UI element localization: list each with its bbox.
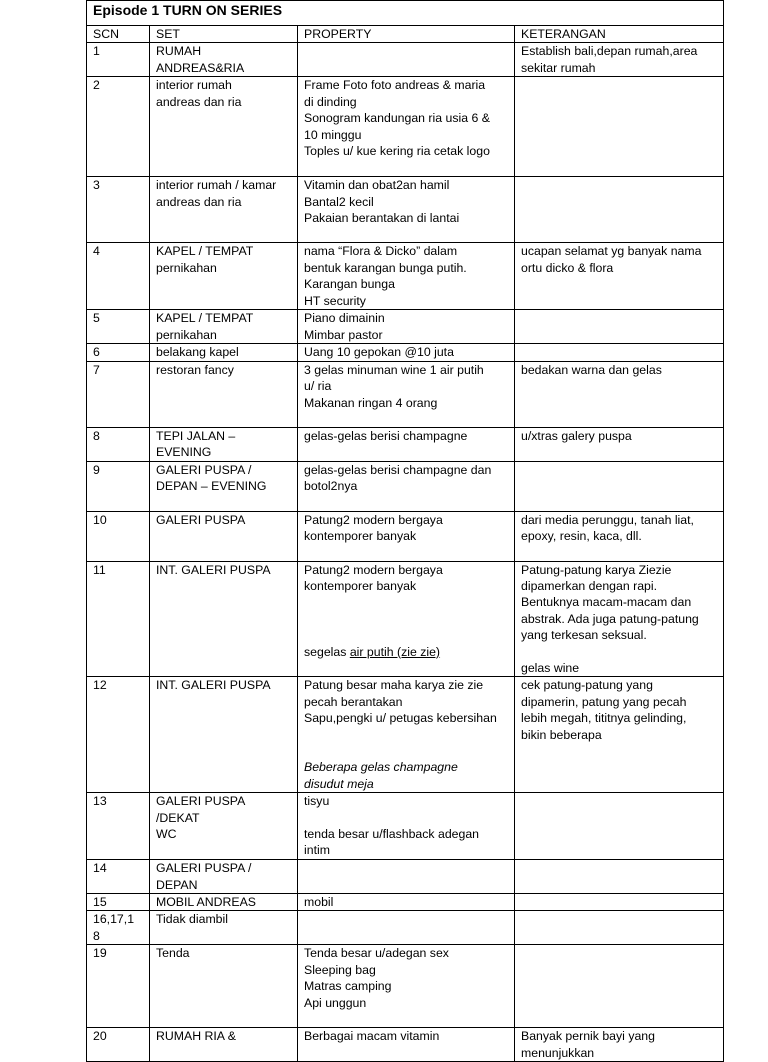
- title-row: [87, 1, 724, 26]
- cell-line: GALERI PUSPA /: [156, 861, 252, 876]
- document-page: [86, 0, 723, 1062]
- cell-line: lebih megah, tititnya gelinding,: [521, 711, 687, 726]
- cell-line: andreas dan ria: [156, 194, 242, 209]
- cell-set: [150, 561, 298, 677]
- cell-set: [150, 344, 298, 361]
- cell-line: 4: [93, 244, 100, 259]
- cell-set: [150, 911, 298, 945]
- cell-keterangan: [515, 677, 724, 793]
- cell-line: TEPI JALAN – EVENING: [156, 428, 236, 460]
- blank-line: [304, 611, 508, 627]
- cell-scn: [87, 310, 150, 344]
- cell-line: 19: [93, 946, 107, 961]
- cell-keterangan: [515, 43, 724, 77]
- cell-line: INT. GALERI PUSPA: [156, 678, 271, 693]
- cell-line: Api unggun: [304, 995, 367, 1010]
- cell-line: gelas-gelas berisi champagne dan: [304, 462, 492, 477]
- blank-line: [304, 727, 508, 743]
- cell-scn: [87, 43, 150, 77]
- cell-scn: [87, 361, 150, 427]
- cell-set: [150, 243, 298, 310]
- cell-line: Sonogram kandungan ria usia 6 &: [304, 111, 490, 126]
- header-property: PROPERTY: [298, 26, 515, 43]
- header-scn: SCN: [87, 26, 150, 43]
- blank-line: [304, 810, 508, 826]
- table-row: [87, 243, 724, 310]
- cell-line: Patung2 modern bergaya: [304, 562, 443, 577]
- cell-keterangan: [515, 1028, 724, 1062]
- table-row: [87, 344, 724, 361]
- cell-keterangan: [515, 911, 724, 945]
- cell-line: bentuk karangan bunga putih.: [304, 260, 467, 275]
- cell-line: Sapu,pengki u/ petugas kebersihan: [304, 711, 497, 726]
- cell-line: 14: [93, 861, 107, 876]
- table-row: [87, 511, 724, 561]
- cell-line: sekitar rumah: [521, 60, 596, 75]
- table-row: [87, 77, 724, 177]
- cell-scn: [87, 677, 150, 793]
- cell-line: 15: [93, 895, 107, 910]
- cell-line: yang terkesan seksual.: [521, 628, 647, 643]
- cell-line: restoran fancy: [156, 362, 234, 377]
- cell-set: [150, 427, 298, 461]
- table-row: [87, 911, 724, 945]
- cell-set: [150, 177, 298, 243]
- cell-keterangan: [515, 427, 724, 461]
- cell-keterangan: [515, 344, 724, 361]
- cell-line: pernikahan: [156, 327, 217, 342]
- cell-line: Tenda: [156, 946, 190, 961]
- cell-line: DEPAN: [156, 877, 198, 892]
- table-row: [87, 310, 724, 344]
- cell-set: [150, 310, 298, 344]
- cell-line: pernikahan: [156, 260, 217, 275]
- cell-set: [150, 77, 298, 177]
- cell-line: GALERI PUSPA /: [156, 462, 252, 477]
- cell-line: KAPEL / TEMPAT: [156, 244, 254, 259]
- cell-scn: [87, 894, 150, 911]
- cell-line: dari media perunggu, tanah liat,: [521, 512, 694, 527]
- cell-line: interior rumah: [156, 78, 232, 93]
- cell-property: [298, 344, 515, 361]
- cell-line: INT. GALERI PUSPA: [156, 562, 271, 577]
- cell-line: segelas air putih (zie zie): [304, 644, 441, 659]
- cell-line: RUMAH: [156, 44, 202, 59]
- cell-line: Piano dimainin: [304, 311, 385, 326]
- cell-keterangan: [515, 461, 724, 511]
- cell-line: mobil: [304, 895, 334, 910]
- cell-line: abstrak. Ada juga patung-patung: [521, 611, 699, 626]
- cell-set: [150, 361, 298, 427]
- cell-keterangan: [515, 361, 724, 427]
- cell-line: 2: [93, 78, 100, 93]
- property-table: [86, 0, 724, 1062]
- cell-line: interior rumah / kamar: [156, 178, 277, 193]
- cell-scn: [87, 945, 150, 1028]
- table-row: [87, 461, 724, 511]
- cell-property: [298, 894, 515, 911]
- cell-line: pecah berantakan: [304, 694, 403, 709]
- cell-line: u/xtras galery puspa: [521, 428, 632, 443]
- cell-property: [298, 945, 515, 1028]
- cell-line: dipamerkan dengan rapi.: [521, 579, 658, 594]
- cell-line: KAPEL / TEMPAT: [156, 311, 254, 326]
- cell-line: Matras camping: [304, 979, 392, 994]
- table-row: [87, 945, 724, 1028]
- cell-line: bedakan warna dan gelas: [521, 362, 662, 377]
- cell-line: botol2nya: [304, 479, 358, 494]
- cell-keterangan: [515, 793, 724, 860]
- cell-property: [298, 43, 515, 77]
- cell-line: intim: [304, 843, 330, 858]
- cell-scn: [87, 911, 150, 945]
- cell-property: [298, 561, 515, 677]
- cell-keterangan: [515, 945, 724, 1028]
- table-row: [87, 894, 724, 911]
- cell-line: HT security: [304, 293, 366, 308]
- cell-scn: [87, 561, 150, 677]
- cell-line: nama “Flora & Dicko” dalam: [304, 244, 458, 259]
- blank-line: [304, 627, 508, 643]
- cell-line: GALERI PUSPA: [156, 512, 246, 527]
- blank-line: [304, 743, 508, 759]
- cell-line: Pakaian berantakan di lantai: [304, 211, 460, 226]
- cell-line: cek patung-patung yang: [521, 678, 653, 693]
- cell-line: 5: [93, 311, 100, 326]
- cell-scn: [87, 793, 150, 860]
- cell-line: bikin beberapa: [521, 727, 602, 742]
- cell-scn: [87, 1028, 150, 1062]
- cell-scn: [87, 427, 150, 461]
- blank-line: [304, 594, 508, 610]
- cell-set: [150, 793, 298, 860]
- cell-line: 9: [93, 462, 100, 477]
- cell-line: gelas wine: [521, 661, 580, 676]
- cell-property: [298, 310, 515, 344]
- cell-line: gelas-gelas berisi champagne: [304, 428, 468, 443]
- cell-line: tisyu: [304, 794, 330, 809]
- cell-property: [298, 243, 515, 310]
- cell-line: ortu dicko & flora: [521, 260, 614, 275]
- cell-property: [298, 77, 515, 177]
- cell-scn: [87, 461, 150, 511]
- cell-line: kontemporer banyak: [304, 529, 417, 544]
- cell-property: [298, 177, 515, 243]
- cell-keterangan: [515, 561, 724, 677]
- blank-line: [521, 644, 717, 660]
- cell-line: 3 gelas minuman wine 1 air putih: [304, 362, 484, 377]
- cell-line: 8: [93, 428, 100, 443]
- cell-line: 1: [93, 44, 100, 59]
- cell-line: MOBIL ANDREAS: [156, 895, 256, 910]
- cell-line: 6: [93, 345, 100, 360]
- cell-property: [298, 677, 515, 793]
- cell-line: Tenda besar u/adegan sex: [304, 946, 449, 961]
- underlined-text: air putih (zie zie): [349, 644, 441, 659]
- cell-scn: [87, 344, 150, 361]
- cell-line: 7: [93, 362, 100, 377]
- cell-property: [298, 361, 515, 427]
- table-row: [87, 1028, 724, 1062]
- cell-set: [150, 894, 298, 911]
- cell-property: [298, 911, 515, 945]
- cell-line: Sleeping bag: [304, 962, 376, 977]
- cell-line: Uang 10 gepokan @10 juta: [304, 345, 454, 360]
- cell-line: Establish bali,depan rumah,area: [521, 44, 698, 59]
- cell-line: Mimbar pastor: [304, 327, 383, 342]
- table-row: [87, 793, 724, 860]
- cell-line: Banyak pernik bayi yang menunjukkan: [521, 1029, 655, 1060]
- cell-line: epoxy, resin, kaca, dll.: [521, 529, 642, 544]
- cell-line: dipamerin, patung yang pecah: [521, 694, 687, 709]
- table-row: [87, 427, 724, 461]
- cell-property: [298, 1028, 515, 1062]
- cell-line: 16,17,1: [93, 912, 135, 927]
- cell-set: [150, 461, 298, 511]
- cell-keterangan: [515, 310, 724, 344]
- table-row: [87, 43, 724, 77]
- cell-set: [150, 1028, 298, 1062]
- cell-line: 20: [93, 1029, 107, 1044]
- table-row: [87, 677, 724, 793]
- cell-keterangan: [515, 894, 724, 911]
- cell-line: tenda besar u/flashback adegan: [304, 827, 480, 842]
- cell-line: WC: [156, 827, 177, 842]
- cell-scn: [87, 243, 150, 310]
- cell-keterangan: [515, 243, 724, 310]
- cell-keterangan: [515, 77, 724, 177]
- cell-line: DEPAN – EVENING: [156, 479, 267, 494]
- cell-line: Bantal2 kecil: [304, 194, 374, 209]
- cell-line: Toples u/ kue kering ria cetak logo: [304, 144, 490, 159]
- cell-property: [298, 511, 515, 561]
- table-row: [87, 361, 724, 427]
- cell-line: Patung2 modern bergaya: [304, 512, 443, 527]
- cell-scn: [87, 177, 150, 243]
- cell-line: 13: [93, 794, 107, 809]
- cell-line: Patung besar maha karya zie zie: [304, 678, 484, 693]
- table-row: [87, 561, 724, 677]
- cell-line: belakang kapel: [156, 345, 239, 360]
- cell-property: [298, 860, 515, 894]
- document-title: Episode 1 TURN ON SERIES: [87, 1, 724, 26]
- cell-line: 12: [93, 678, 107, 693]
- cell-scn: [87, 860, 150, 894]
- header-set: SET: [150, 26, 298, 43]
- cell-line: Beberapa gelas champagne: [304, 760, 458, 775]
- cell-property: [298, 427, 515, 461]
- cell-scn: [87, 77, 150, 177]
- cell-set: [150, 860, 298, 894]
- cell-set: [150, 511, 298, 561]
- cell-line: Vitamin dan obat2an hamil: [304, 178, 450, 193]
- cell-scn: [87, 511, 150, 561]
- table-row: [87, 860, 724, 894]
- cell-line: Bentuknya macam-macam dan: [521, 595, 692, 610]
- cell-line: Karangan bunga: [304, 277, 395, 292]
- cell-property: [298, 793, 515, 860]
- cell-line: disudut meja: [304, 776, 374, 791]
- cell-line: ucapan selamat yg banyak nama: [521, 244, 702, 259]
- cell-line: Frame Foto foto andreas & maria: [304, 78, 486, 93]
- cell-line: 3: [93, 178, 100, 193]
- cell-line: Tidak diambil: [156, 912, 228, 927]
- header-row: [87, 26, 724, 43]
- cell-set: [150, 945, 298, 1028]
- cell-keterangan: [515, 177, 724, 243]
- cell-line: 8: [93, 928, 100, 943]
- cell-line: di dinding: [304, 94, 357, 109]
- cell-line: 10 minggu: [304, 127, 362, 142]
- cell-line: Makanan ringan 4 orang: [304, 395, 438, 410]
- header-keterangan: KETERANGAN: [515, 26, 724, 43]
- cell-set: [150, 43, 298, 77]
- cell-line: ANDREAS&RIA: [156, 60, 245, 75]
- cell-line: GALERI PUSPA /DEKAT: [156, 794, 245, 825]
- cell-line: Patung-patung karya Ziezie: [521, 562, 672, 577]
- cell-line: kontemporer banyak: [304, 579, 417, 594]
- cell-line: andreas dan ria: [156, 94, 242, 109]
- cell-line: 11: [93, 562, 106, 577]
- cell-line: 10: [93, 512, 107, 527]
- cell-keterangan: [515, 511, 724, 561]
- cell-set: [150, 677, 298, 793]
- cell-line: u/ ria: [304, 379, 332, 394]
- cell-line: Berbagai macam vitamin: [304, 1029, 440, 1044]
- cell-property: [298, 461, 515, 511]
- cell-line: RUMAH RIA &: [156, 1029, 236, 1044]
- cell-keterangan: [515, 860, 724, 894]
- table-row: [87, 177, 724, 243]
